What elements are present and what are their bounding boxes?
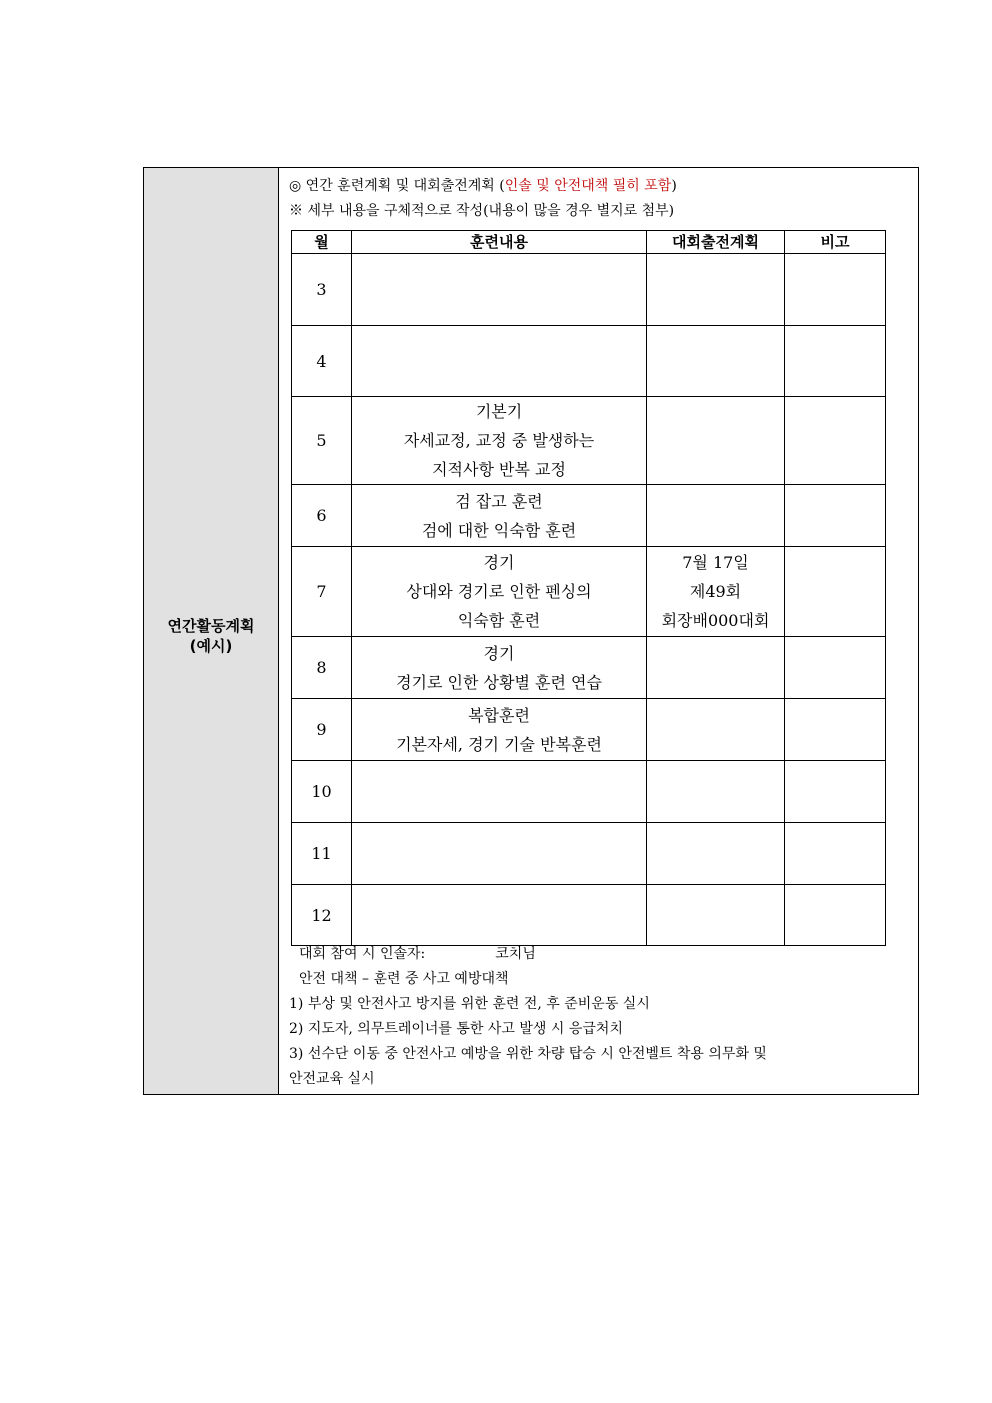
competition-line: 회장배000대회 <box>661 611 770 630</box>
table-row <box>292 699 886 761</box>
safety-item: 1) 부상 및 안전사고 방지를 위한 훈련 전, 후 준비운동 실시 <box>289 996 650 1012</box>
competition-cell[interactable] <box>647 397 785 485</box>
training-line: 자세교정, 교정 중 발생하는 <box>403 431 595 450</box>
table-row <box>292 761 886 823</box>
training-cell[interactable] <box>352 254 647 326</box>
table-row <box>292 254 886 326</box>
table-row <box>292 885 886 946</box>
training-cell[interactable] <box>352 637 647 699</box>
intro-line-1-suffix: ) <box>671 178 677 194</box>
note-cell[interactable] <box>785 699 886 761</box>
competition-cell[interactable] <box>647 254 785 326</box>
training-line: 상대와 경기로 인한 펜싱의 <box>406 582 592 601</box>
training-plan-table <box>291 230 886 946</box>
safety-item: 안전교육 실시 <box>289 1071 375 1087</box>
note-cell[interactable] <box>785 254 886 326</box>
competition-cell[interactable] <box>647 485 785 547</box>
table-row <box>292 823 886 885</box>
training-cell[interactable] <box>352 547 647 637</box>
header-month: 월 <box>292 231 352 254</box>
table-row <box>292 485 886 547</box>
escort-value: 코치님 <box>495 946 536 962</box>
note-cell[interactable] <box>785 823 886 885</box>
competition-line: 제49회 <box>689 582 742 601</box>
note-cell[interactable] <box>785 761 886 823</box>
section-label-cell <box>144 168 279 1094</box>
section-label-subtitle: (예시) <box>189 637 233 655</box>
month-cell[interactable]: 8 <box>292 637 352 699</box>
month-cell[interactable]: 12 <box>292 885 352 946</box>
note-cell[interactable] <box>785 326 886 397</box>
escort-line <box>289 942 909 967</box>
training-line: 경기 <box>483 553 515 572</box>
header-note: 비고 <box>785 231 886 254</box>
safety-item: 2) 지도자, 의무트레이너를 통한 사고 발생 시 응급처치 <box>289 1021 623 1037</box>
competition-line: 7월 17일 <box>682 553 749 572</box>
table-row <box>292 326 886 397</box>
training-cell[interactable] <box>352 823 647 885</box>
annual-plan-form <box>143 167 919 1095</box>
competition-cell[interactable] <box>647 547 785 637</box>
escort-label: 대회 참여 시 인솔자: <box>299 946 426 962</box>
header-training: 훈련내용 <box>352 231 647 254</box>
training-line: 지적사항 반복 교정 <box>432 460 566 479</box>
month-cell[interactable]: 7 <box>292 547 352 637</box>
note-cell[interactable] <box>785 885 886 946</box>
month-cell[interactable]: 6 <box>292 485 352 547</box>
table-row <box>292 547 886 637</box>
intro-line-2: ※ 세부 내용을 구체적으로 작성(내용이 많을 경우 별지로 첨부) <box>289 203 675 219</box>
note-cell[interactable] <box>785 637 886 699</box>
competition-cell[interactable] <box>647 823 785 885</box>
intro-line-1 <box>289 174 677 199</box>
training-cell[interactable] <box>352 326 647 397</box>
note-cell[interactable] <box>785 547 886 637</box>
training-line: 복합훈련 <box>468 705 530 725</box>
competition-cell[interactable] <box>647 885 785 946</box>
training-line: 기본자세, 경기 기술 반복훈련 <box>396 734 602 754</box>
intro-text <box>289 174 677 224</box>
training-line: 검 잡고 훈련 <box>455 491 543 511</box>
intro-line-1-highlight: 인솔 및 안전대책 필히 포함 <box>504 178 672 194</box>
competition-cell[interactable] <box>647 326 785 397</box>
table-header-row <box>292 231 886 254</box>
training-cell[interactable] <box>352 885 647 946</box>
training-cell[interactable] <box>352 761 647 823</box>
safety-notes <box>289 942 909 1092</box>
safety-title: 안전 대책 – 훈련 중 사고 예방대책 <box>299 971 509 987</box>
table-row <box>292 397 886 485</box>
month-cell[interactable]: 3 <box>292 254 352 326</box>
training-line: 경기 <box>483 643 515 663</box>
training-cell[interactable] <box>352 397 647 485</box>
month-cell[interactable]: 5 <box>292 397 352 485</box>
training-line: 익숙함 훈련 <box>457 611 541 630</box>
section-content-cell <box>279 168 918 1094</box>
safety-item: 3) 선수단 이동 중 안전사고 예방을 위한 차량 탑승 시 안전벨트 착용 의무화 및 <box>289 1046 767 1062</box>
month-cell[interactable]: 11 <box>292 823 352 885</box>
section-label-title: 연간활동계획 <box>167 617 255 635</box>
training-line: 기본기 <box>475 402 523 421</box>
header-competition: 대회출전계획 <box>647 231 785 254</box>
month-cell[interactable]: 10 <box>292 761 352 823</box>
note-cell[interactable] <box>785 397 886 485</box>
month-cell[interactable]: 4 <box>292 326 352 397</box>
competition-cell[interactable] <box>647 761 785 823</box>
training-cell[interactable] <box>352 699 647 761</box>
table-row <box>292 637 886 699</box>
training-line: 경기로 인한 상황별 훈련 연습 <box>396 672 602 692</box>
note-cell[interactable] <box>785 485 886 547</box>
training-cell[interactable] <box>352 485 647 547</box>
month-cell[interactable]: 9 <box>292 699 352 761</box>
training-line: 검에 대한 익숙함 훈련 <box>421 520 577 540</box>
intro-line-1-prefix: ◎ 연간 훈련계획 및 대회출전계획 ( <box>289 178 505 194</box>
competition-cell[interactable] <box>647 637 785 699</box>
competition-cell[interactable] <box>647 699 785 761</box>
